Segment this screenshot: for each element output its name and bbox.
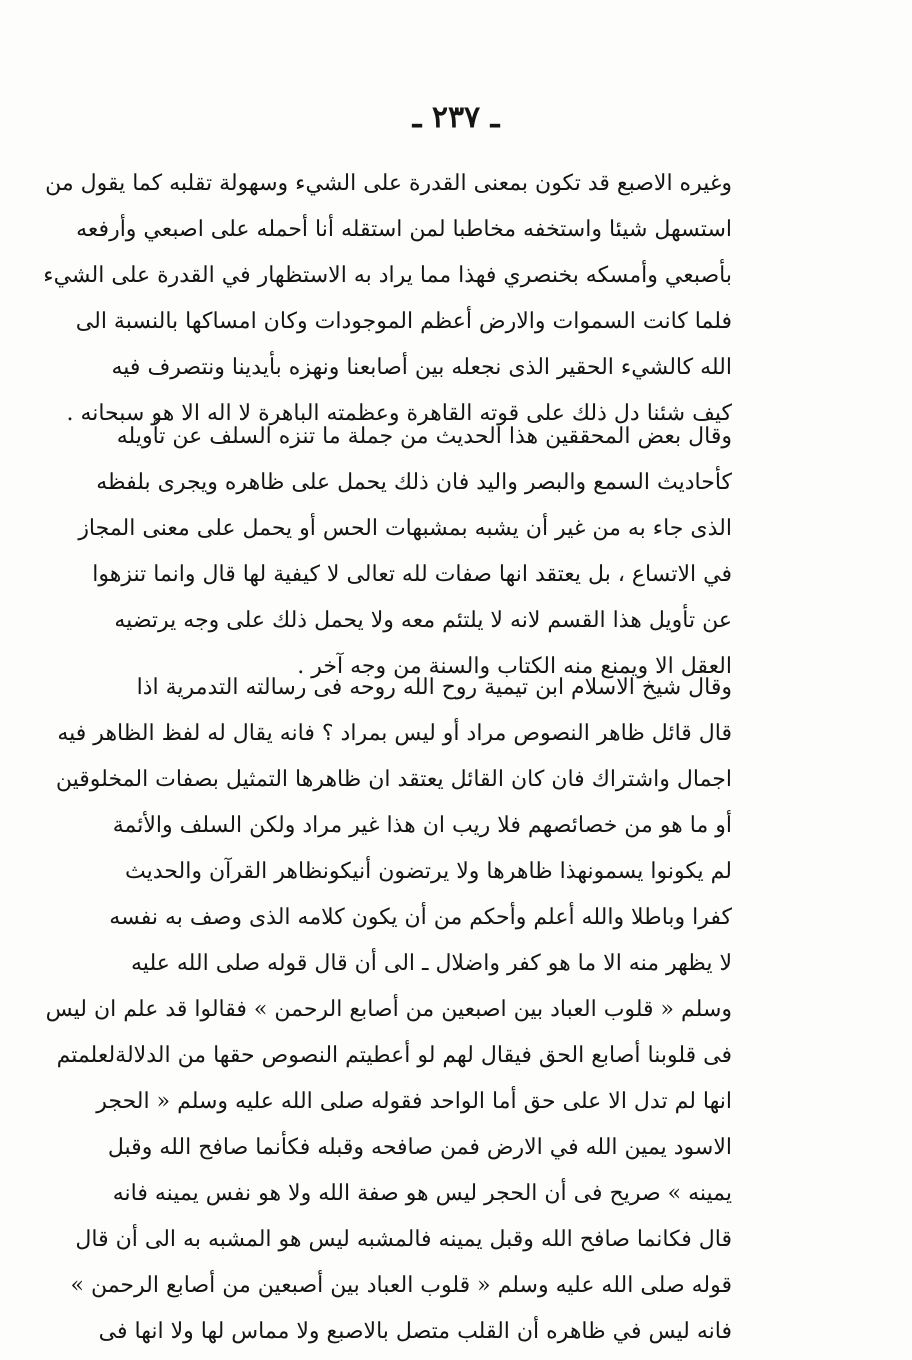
text-line: وقال شيخ الاسلام ابن تيمية روح الله روحه فى رسالته التدمرية اذا [136, 675, 732, 700]
text-line: انها لم تدل الا على حق أما الواحد فقوله صلى الله عليه وسلم « الحجر [96, 1089, 732, 1114]
text-line: قال فكانما صافح الله وقبل يمينه فالمشبه ليس هو المشبه به الى أن قال [75, 1227, 732, 1252]
page-number: ـ ٢٣٧ ـ [412, 100, 500, 135]
text-line: وغيره الاصبع قد تكون بمعنى القدرة على الشيء وسهولة تقلبه كما يقول من [45, 171, 732, 196]
text-line: كأحاديث السمع والبصر واليد فان ذلك يحمل على ظاهره ويجرى بلفظه [96, 470, 732, 495]
text-line: استسهل شيئا واستخفه مخاطبا لمن استقله أنا أحمله على اصبعي وأرفعه [76, 217, 732, 242]
paragraph-3 [45, 665, 732, 1355]
text-line: كيف شئنا دل ذلك على قوته القاهرة وعظمته الباهرة لا اله الا هو سبحانه . [66, 401, 732, 426]
text-line: كفرا وباطلا والله أعلم وأحكم من أن يكون كلامه الذى وصف به نفسه [109, 905, 732, 930]
text-line: لا يظهر منه الا ما هو كفر واضلال ـ الى أن قال قوله صلى الله عليه [131, 951, 732, 976]
text-line: عن تأويل هذا القسم لانه لا يلتئم معه ولا يحمل ذلك على وجه يرتضيه [114, 608, 732, 633]
text-line: لم يكونوا يسمونهذا ظاهرها ولا يرتضون أنيكونظاهر القرآن والحديث [125, 859, 732, 884]
text-line: وسلم « قلوب العباد بين اصبعين من أصابع الرحمن » فقالوا قد علم ان ليس [45, 997, 732, 1022]
text-line: بأصبعي وأمسكه بخنصري فهذا مما يراد به الاستظهار في القدرة على الشيء [43, 263, 732, 288]
paragraph-2 [78, 414, 732, 690]
text-line: العقل الا ويمنع منه الكتاب والسنة من وجه آخر . [297, 654, 732, 679]
text-line: قوله صلى الله عليه وسلم « قلوب العباد بين أصبعين من أصابع الرحمن » [70, 1273, 732, 1298]
text-line: الله كالشيء الحقير الذى نجعله بين أصابعنا ونهزه بأيدينا ونتصرف فيه [111, 355, 732, 380]
text-line: الذى جاء به من غير أن يشبه بمشبهات الحس أو يحمل على معنى المجاز [78, 516, 732, 541]
text-line: فى قلوبنا أصابع الحق فيقال لهم لو أعطيتم النصوص حقها من الدلالةلعلمتم [56, 1043, 732, 1068]
text-line: اجمال واشتراك فان كان القائل يعتقد ان ظاهرها التمثيل بصفات المخلوقين [55, 767, 732, 792]
text-line: الاسود يمين الله في الارض فمن صافحه وقبله فكأنما صافح الله وقبل [107, 1135, 732, 1160]
text-line: يمينه » صريح فى أن الحجر ليس هو صفة الله ولا هو نفس يمينه فانه [112, 1181, 732, 1206]
text-line: قال قائل ظاهر النصوص مراد أو ليس بمراد ؟ فانه يقال له لفظ الظاهر فيه [57, 721, 732, 746]
text-line: أو ما هو من خصائصهم فلا ريب ان هذا غير مراد ولكن السلف والأئمة [112, 813, 732, 838]
text-line: فلما كانت السموات والارض أعظم الموجودات وكان امساكها بالنسبة الى [75, 309, 732, 334]
text-line: فانه ليس في ظاهره أن القلب متصل بالاصبع ولا مماس لها ولا انها فى [98, 1319, 732, 1344]
text-line: وقال بعض المحققين هذا الحديث من جملة ما تنزه السلف عن تأويله [116, 424, 732, 449]
text-line: في الاتساع ، بل يعتقد انها صفات لله تعالى لا كيفية لها قال وانما تنزهوا [92, 562, 732, 587]
